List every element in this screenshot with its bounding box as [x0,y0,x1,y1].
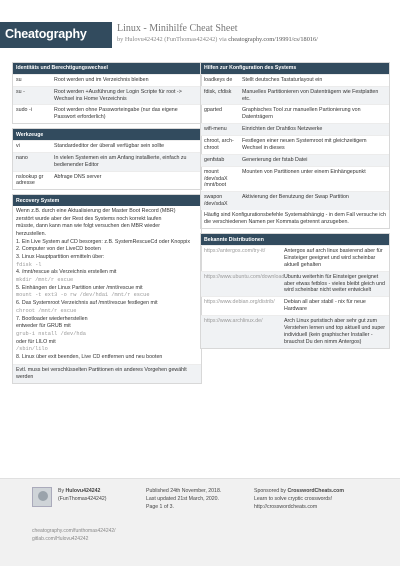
row-key: chroot, arch-chroot [204,138,234,151]
row-value: Antergos auf arch linux basierend aber für Einsteiger geeignet und wird scheinbar aktuell gehalten [284,248,383,268]
byline [117,36,318,43]
table-row [201,315,389,348]
byline-prefix: by [117,36,125,43]
byline-link[interactable]: cheatography.com/19991/cs/18016/ [228,36,318,43]
table-row [13,86,201,105]
distros-rows [201,245,389,348]
row-value: Mounten von Partitionen unter einem Einhängepunkt [242,168,366,175]
row-value: Festlegen einer neuen Systemroot mit gleichzeitigem Wechsel in dieses [242,138,367,151]
table-row [201,74,389,86]
row-value: Root werden ohne Passworteingabe (nur das eigene Passwort erforderlich) [54,107,178,121]
table-row [201,296,389,315]
section-title: Bekannte Distributionen [201,234,389,245]
sponsor-prefix: Sponsored by [254,488,288,494]
text-line: 5. Einhängen der Linux Partition unter /mnt/rescue mit [16,284,143,291]
text-line: 2. Computer von der LiveCD booten [16,246,101,253]
left-column [12,62,202,388]
row-value: Root werden +Ausführung der Login Scripte für root -> Wechsel ins Home Verzeichnis [54,88,182,102]
row-key[interactable]: https://www.debian.org/distrib/ [204,299,275,306]
sponsor-tagline: Learn to solve cryptic crosswords! [254,496,333,503]
table-row [201,135,389,154]
recovery-note: Evtl. muss bei verschlüsselten Partitionen ein anderes Vorgehen gewählt werden [13,364,201,383]
author-line [58,487,106,495]
row-key[interactable]: https://antergos.com/try-it/ [204,248,266,255]
row-value: Root werden und im Verzeichnis bleiben [54,76,149,83]
row-key: genfstab [204,156,225,163]
config-note: Häufig sind Konfigurationsbefehle Systemabhängig - in dem Fall versuche ich die verschiedenen Namen per Kommata getrennt anzugeben. [204,212,386,226]
row-key: fdisk, cfdisk [204,88,232,95]
code-line: mount -t ext3 -o rw /dev/hda1 /mnt/r escue [16,292,150,299]
text-line: müsste, dann kann man wie folgt versuchen den MBR wieder [16,223,160,230]
text-line: 4. /mnt/rescue als Verzeichnis erstellen mit [16,269,117,276]
section-title: Identitäts und Berechtigungswechsel [13,63,201,74]
row-value: Einrichten der Drahtlos Netzwerke [242,126,323,133]
updated-date: Last updated 21st March, 2020. [146,496,219,503]
logo-text: Cheatography [5,27,87,41]
row-key: loadkeys de [204,76,233,83]
author-link[interactable]: cheatography.com/funthomas424242/ [32,528,116,534]
section-title: Hilfen zur Konfiguration des Systems [201,63,389,74]
byline-via: via [217,36,229,43]
table-row [201,191,389,210]
row-value: Stellt deutsches Tastaturlayout ein [242,76,323,83]
table-row [201,104,389,123]
row-key[interactable]: https://www.ubuntu.com/download [204,273,285,280]
right-column [200,62,390,353]
table-row [13,104,201,123]
section-recovery [12,194,202,384]
table-row [201,123,389,135]
table-row [201,154,389,166]
row-key: mount /dev/sdaX /mnt/boot [204,168,228,189]
author-handle: (FunThomas424242) [58,496,107,503]
sponsor-link[interactable]: http://crosswordcheats.com [254,504,318,511]
byline-author[interactable]: Hulovu424242 (FunThomas424242) [124,36,218,43]
row-key[interactable]: https://www.archlinux.de/ [204,318,263,325]
text-line: 7. Bootloader wiederherstellen [16,315,88,322]
tools-rows [13,140,201,189]
row-value: Manuelles Partitionieren von Datenträgern wie Festplatten etc. [242,88,379,102]
row-value: Graphisches Tool zur manuellen Partionierung von Datenträgern [242,107,361,121]
text-line: 1. Ein Live System auf CD besorgen: z.B. SystemRescueCd oder Knoppix [16,238,190,245]
row-value: Ubuntu weiterhin für Einsteiger geeignet aber etwas fetblos - vieles bleibt gleich und wird scheinbar nicht weiter entwickelt [284,273,385,294]
text-line: 8. Linux über exit beenden, Live CD entfernen und neu booten [16,353,163,360]
logo[interactable] [0,22,112,48]
code-line: /sbin/lilo [16,346,48,353]
text-line: Wenn z.B. durch eine Aktualisierung der Master Boot Record (MBR) [16,208,176,215]
text-line: herzustellen. [16,231,47,238]
table-row [201,166,389,192]
table-row [13,171,201,190]
published-date: Published 24th November, 2018. [146,488,222,494]
author-prefix: By [58,488,66,494]
row-value: Arch Linux puristisch aber sehr gut zum Verstehen lernen und top aktuell und super individuell (kein graphischer Installer - brauchst Du den nimm Antergos) [284,318,386,345]
table-row [201,271,389,297]
table-row [13,152,201,171]
row-key: nano [16,154,28,161]
row-key: nslookup gr adresse [16,173,44,187]
row-value: Aktivierung der Benutzung der Swap Partition [242,194,349,201]
row-value: Debian all aber stabil - nix für neue Hardware [284,299,366,313]
table-row [201,86,389,105]
row-value: Generierung der fstab Datei [242,156,308,163]
row-value: Abfrage DNS server [54,173,102,180]
row-key: vi [16,142,20,149]
row-key: swapon /dev/sdaX [204,194,228,208]
user-icon [38,491,48,501]
text-line: 6. Das Systemroot Verzeichnis auf /mnt/rescue festlegen mit [16,300,158,307]
table-row [201,245,389,271]
section-title: Recovery System [13,195,201,206]
row-key: su [16,76,22,83]
code-line: mkdir /mnt/r escue [16,277,74,284]
recovery-text [13,206,201,363]
author-link[interactable]: gitlab.com/Hulovu424242 [32,536,89,542]
footer [0,478,400,566]
avatar[interactable] [32,487,52,507]
row-key: sudo -i [16,107,32,114]
table-row [13,140,201,152]
code-line: chroot /mnt/r escue [16,307,77,314]
section-tools [12,128,202,190]
code-line: fdisk -l [16,261,42,268]
row-key: gparted [204,107,222,114]
publish-info [146,487,221,511]
row-value: In vielen Systemen ein am Anfang installierte, einfach zu bedienender Editor [54,154,187,168]
text-line: entweder für GRUB mit [16,323,71,330]
row-key: su - [16,88,25,95]
page-title: Linux - Minihilfe Cheat Sheet [117,23,238,34]
author-links [32,527,116,543]
section-title: Werkzeuge [13,129,201,140]
table-row [13,74,201,86]
code-line: grub-i nstall /dev/hda [16,330,86,337]
header [0,0,400,62]
row-value: Standardeditor der überall verfügbar sein sollte [54,142,165,149]
sponsor-line [254,487,344,495]
sponsor-name[interactable]: CrosswordCheats.com [287,488,344,494]
row-key: wifi-menu [204,126,227,133]
config-rows [201,74,389,210]
section-config [200,62,390,229]
text-line: zerstört wurde aber der Rest des Systems noch korrekt laufen [16,215,162,222]
author-info [58,487,106,503]
page-number: Page 1 of 3. [146,504,174,511]
identity-rows [13,74,201,123]
text-line: 3. Linux Hauptpartition ermitteln über: [16,254,105,261]
text-line: oder für LILO mit [16,338,56,345]
author-name[interactable]: Hulovu424242 [65,488,101,494]
sponsor-info [254,487,344,511]
section-identity [12,62,202,124]
section-distros [200,233,390,348]
